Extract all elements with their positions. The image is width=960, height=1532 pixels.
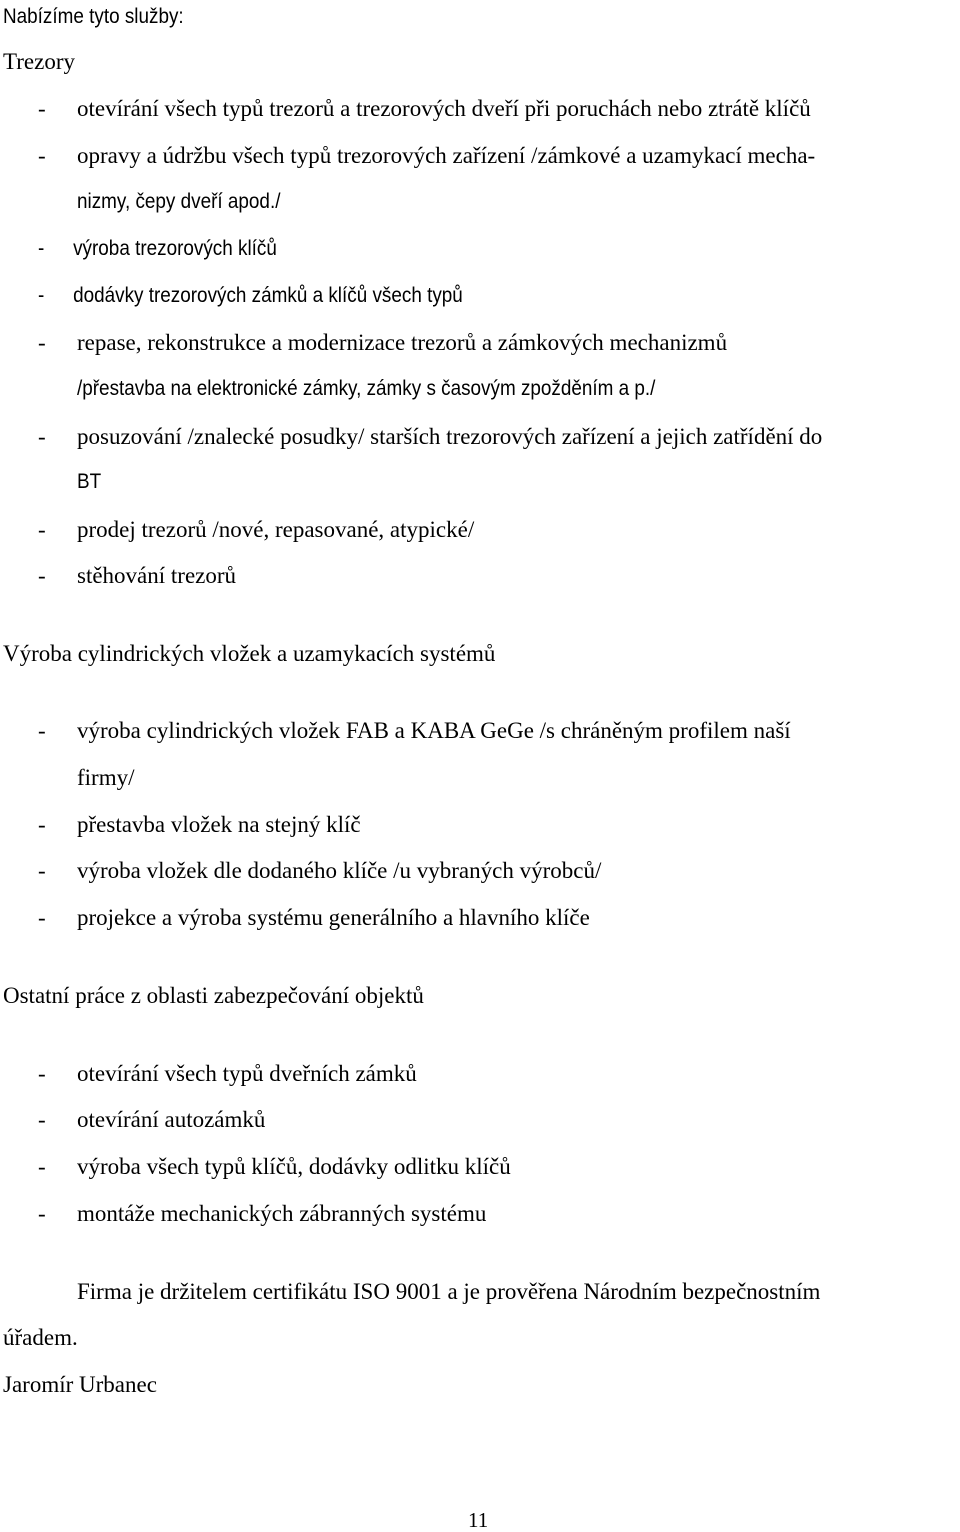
list-dash: - [38, 1154, 46, 1179]
closing-statement: Firma je držitelem certifikátu ISO 9001 a je prověřena Národním bezpečnostním [77, 1279, 821, 1304]
list-dash: - [38, 143, 46, 168]
list-item-text: dodávky trezorových zámků a klíčů všech typů [73, 284, 463, 307]
list-dash: - [38, 858, 46, 883]
section-title-ostatni-prace: Ostatní práce z oblasti zabezpečování objektů [3, 983, 424, 1008]
list-item-text: repase, rekonstrukce a modernizace trezorů a zámkových mechanizmů [77, 330, 728, 355]
section-title-cylindricke-vlozky: Výroba cylindrických vložek a uzamykacích systémů [3, 641, 496, 666]
list-dash: - [38, 284, 45, 307]
list-item-continuation: /přestavba na elektronické zámky, zámky s časovým zpožděním a p./ [77, 377, 656, 400]
list-item-text: výroba cylindrických vložek FAB a KABA GeGe /s chráněným profilem naší [77, 718, 791, 743]
list-item-text: výroba vložek dle dodaného klíče /u vybraných výrobců/ [77, 858, 602, 883]
list-item-text: opravy a údržbu všech typů trezorových zařízení /zámkové a uzamykací mecha- [77, 143, 816, 168]
list-item-continuation: firmy/ [77, 765, 135, 790]
closing-statement-continuation: úřadem. [3, 1325, 78, 1350]
list-dash: - [38, 96, 46, 121]
list-item-text: přestavba vložek na stejný klíč [77, 812, 361, 837]
list-item-text: prodej trezorů /nové, repasované, atypické/ [77, 517, 475, 542]
list-item-text: posuzování /znalecké posudky/ starších trezorových zařízení a jejich zatřídění do [77, 424, 823, 449]
list-item-text: výroba trezorových klíčů [73, 237, 277, 260]
list-dash: - [38, 1061, 46, 1086]
list-dash: - [38, 1201, 46, 1226]
list-item-continuation: nizmy, čepy dveří apod./ [77, 190, 281, 213]
list-item-text: otevírání všech typů trezorů a trezorových dveří při poruchách nebo ztrátě klíčů [77, 96, 811, 121]
intro-heading: Nabízíme tyto služby: [3, 5, 184, 28]
list-dash: - [38, 517, 46, 542]
list-dash: - [38, 237, 45, 260]
list-dash: - [38, 424, 46, 449]
section-title-trezory: Trezory [3, 49, 75, 74]
list-dash: - [38, 905, 46, 930]
list-item-text: výroba všech typů klíčů, dodávky odlitku klíčů [77, 1154, 511, 1179]
list-dash: - [38, 563, 46, 588]
page-number: 11 [468, 1508, 489, 1532]
list-dash: - [38, 330, 46, 355]
list-item-text: otevírání všech typů dveřních zámků [77, 1061, 417, 1086]
list-item-text: projekce a výroba systému generálního a hlavního klíče [77, 905, 590, 930]
list-dash: - [38, 1107, 46, 1132]
list-item-text: stěhování trezorů [77, 563, 237, 588]
list-dash: - [38, 812, 46, 837]
list-item-text: otevírání autozámků [77, 1107, 266, 1132]
list-item-continuation: BT [77, 470, 102, 493]
list-item-text: montáže mechanických zábranných systému [77, 1201, 487, 1226]
signature: Jaromír Urbanec [3, 1372, 157, 1397]
list-dash: - [38, 718, 46, 743]
